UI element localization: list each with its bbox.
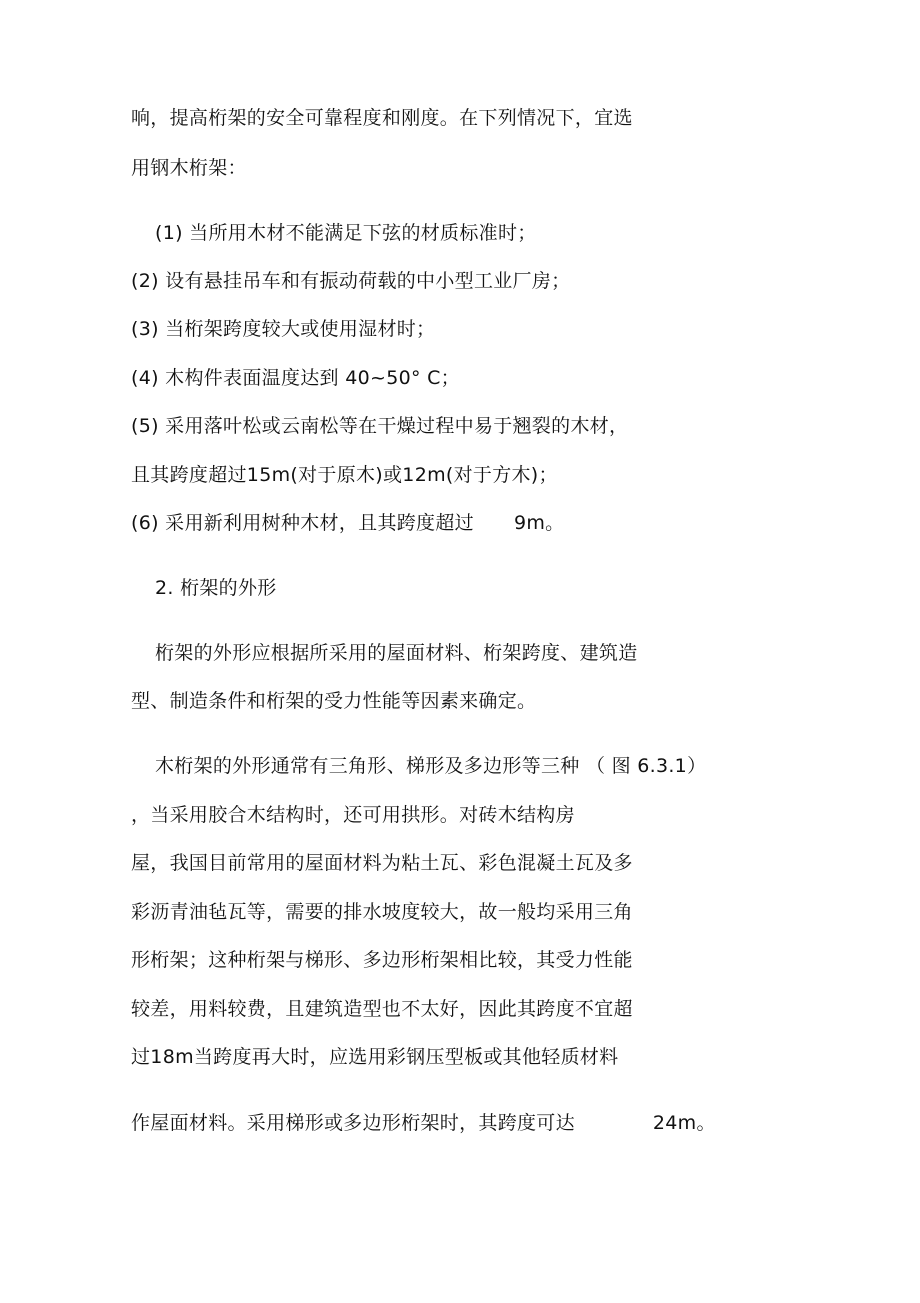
para2-line-5: 形桁架；这种桁架与梯形、多边形桁架相比较，其受力性能	[131, 949, 633, 971]
para2-last-text: 作屋面材料。采用梯形或多边形桁架时，其跨度可达	[131, 1112, 575, 1134]
para2-line-7: 过18m当跨度再大时，应选用彩钢压型板或其他轻质材料	[131, 1046, 619, 1068]
para1-line-1: 桁架的外形应根据所采用的屋面材料、桁架跨度、建筑造	[155, 642, 638, 664]
condition-3: (3) 当桁架跨度较大或使用湿材时；	[131, 318, 436, 340]
condition-4: (4) 木构件表面温度达到 40~50° C；	[131, 367, 460, 389]
condition-5-continued: 且其跨度超过15m(对于原木)或12m(对于方木)；	[131, 464, 558, 486]
para2-line-6: 较差，用料较费，且建筑造型也不太好，因此其跨度不宜超	[131, 998, 633, 1020]
condition-6-value: 9m。	[513, 512, 565, 534]
condition-2: (2) 设有悬挂吊车和有振动荷载的中小型工业厂房；	[131, 270, 571, 292]
para2-line-8	[131, 1110, 716, 1136]
para2-line-4: 彩沥青油毡瓦等，需要的排水坡度较大，故一般均采用三角	[131, 901, 633, 923]
para2-line-2: ，当采用胶合木结构时，还可用拱形。对砖木结构房	[131, 804, 575, 826]
intro-line-2: 用钢木桁架：	[131, 157, 247, 179]
para2-last-value: 24m。	[652, 1112, 716, 1134]
para2-line-1: 木桁架的外形通常有三角形、梯形及多边形等三种 （ 图 6.3.1）	[155, 755, 707, 777]
section-heading: 2. 桁架的外形	[155, 577, 277, 599]
condition-6-text: (6) 采用新利用树种木材，且其跨度超过	[131, 512, 474, 534]
condition-5: (5) 采用落叶松或云南松等在干燥过程中易于翘裂的木材，	[131, 415, 629, 437]
intro-line-1: 响，提高桁架的安全可靠程度和刚度。在下列情况下，宜选	[131, 107, 633, 129]
para1-line-2: 型、制造条件和桁架的受力性能等因素来确定。	[131, 690, 537, 712]
condition-6	[131, 510, 564, 536]
condition-1: (1) 当所用木材不能满足下弦的材质标准时；	[155, 222, 537, 244]
para2-line-3: 屋，我国目前常用的屋面材料为粘土瓦、彩色混凝土瓦及多	[131, 852, 633, 874]
